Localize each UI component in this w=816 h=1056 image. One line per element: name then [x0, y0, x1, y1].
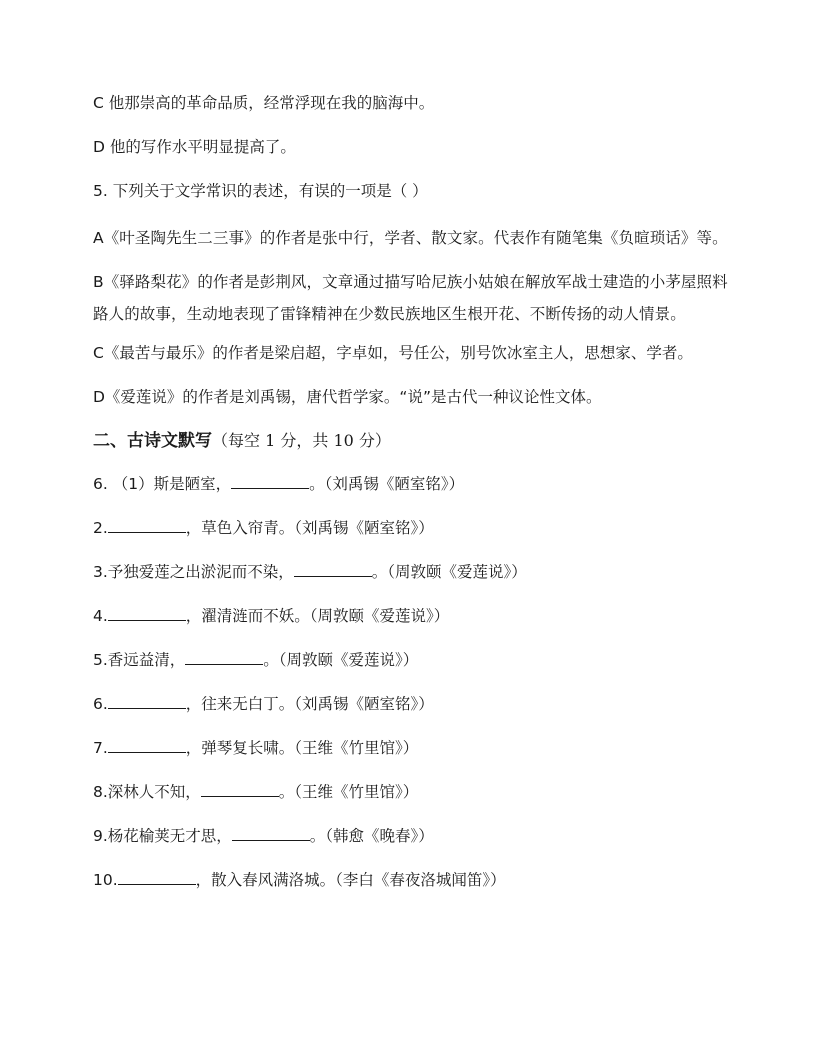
recitation-items — [93, 473, 733, 891]
item-prefix: 6. （1）斯是陋室， — [93, 475, 232, 493]
item-suffix: ，草色入帘青。（刘禹锡《陋室铭》） — [185, 519, 434, 537]
answer-blank[interactable] — [232, 826, 310, 841]
item-prefix: 7. — [93, 739, 108, 757]
item-suffix: 。（韩愈《晚春》） — [309, 827, 434, 845]
item-prefix: 2. — [93, 519, 108, 537]
recitation-item — [93, 473, 733, 495]
answer-blank[interactable] — [185, 650, 263, 665]
recitation-item — [93, 825, 733, 847]
question-5-option-d: D《爱莲说》的作者是刘禹锡，唐代哲学家。“说”是古代一种议论性文体。 — [93, 388, 602, 406]
question-5-stem: 5. 下列关于文学常识的表述，有误的一项是（ ） — [93, 182, 428, 200]
item-prefix: 4. — [93, 607, 108, 625]
answer-blank[interactable] — [108, 606, 186, 621]
recitation-item — [93, 605, 733, 627]
recitation-item — [93, 517, 733, 539]
section-2-title: 二、古诗文默写 — [93, 431, 212, 451]
answer-blank[interactable] — [108, 518, 186, 533]
section-2-score-note: （每空 1 分，共 10 分） — [212, 431, 391, 450]
recitation-item — [93, 737, 733, 759]
question-5-option-c: C《最苦与最乐》的作者是梁启超，字卓如，号任公，别号饮冰室主人，思想家、学者。 — [93, 344, 693, 362]
option-d-text: D 他的写作水平明显提高了。 — [93, 138, 296, 156]
item-suffix: 。（周敦颐《爱莲说》） — [371, 563, 527, 581]
answer-blank[interactable] — [294, 562, 372, 577]
item-suffix: ，散入春风满洛城。（李白《春夜洛城闻笛》） — [195, 871, 506, 889]
answer-blank[interactable] — [201, 782, 279, 797]
answer-blank[interactable] — [231, 474, 309, 489]
item-suffix: ，往来无白丁。（刘禹锡《陋室铭》） — [185, 695, 434, 713]
item-suffix: ，濯清涟而不妖。（周敦颐《爱莲说》） — [185, 607, 450, 625]
recitation-item — [93, 869, 733, 891]
item-suffix: 。（王维《竹里馆》） — [278, 783, 419, 801]
recitation-item — [93, 561, 733, 583]
option-c-text: C 他那崇高的革命品质，经常浮现在我的脑海中。 — [93, 94, 435, 112]
item-prefix: 8.深林人不知， — [93, 783, 201, 801]
item-suffix: 。（周敦颐《爱莲说》） — [263, 651, 419, 669]
recitation-item — [93, 781, 733, 803]
item-prefix: 5.香远益清， — [93, 651, 186, 669]
item-prefix: 6. — [93, 695, 108, 713]
answer-blank[interactable] — [118, 870, 196, 885]
answer-blank[interactable] — [108, 694, 186, 709]
document-page — [93, 92, 733, 891]
answer-blank[interactable] — [108, 738, 186, 753]
item-prefix: 3.予独爱莲之出淤泥而不染， — [93, 563, 294, 581]
item-suffix: 。（刘禹锡《陋室铭》） — [309, 475, 465, 493]
question-5-option-b: B《驿路梨花》的作者是彭荆风，文章通过描写哈尼族小姑娘在解放军战士建造的小茅屋照料路人的故事，生动地表现了雷锋精神在少数民族地区生根开花、不断传扬的动人情景。 — [93, 273, 728, 323]
item-suffix: ，弹琴复长啸。（王维《竹里馆》） — [185, 739, 419, 757]
item-prefix: 9.杨花榆荚无才思， — [93, 827, 232, 845]
section-2-heading — [93, 429, 733, 453]
question-5-option-a: A《叶圣陶先生二三事》的作者是张中行，学者、散文家。代表作有随笔集《负暄琐话》等。 — [93, 229, 728, 247]
recitation-item — [93, 649, 733, 671]
recitation-item — [93, 693, 733, 715]
item-prefix: 10. — [93, 871, 118, 889]
